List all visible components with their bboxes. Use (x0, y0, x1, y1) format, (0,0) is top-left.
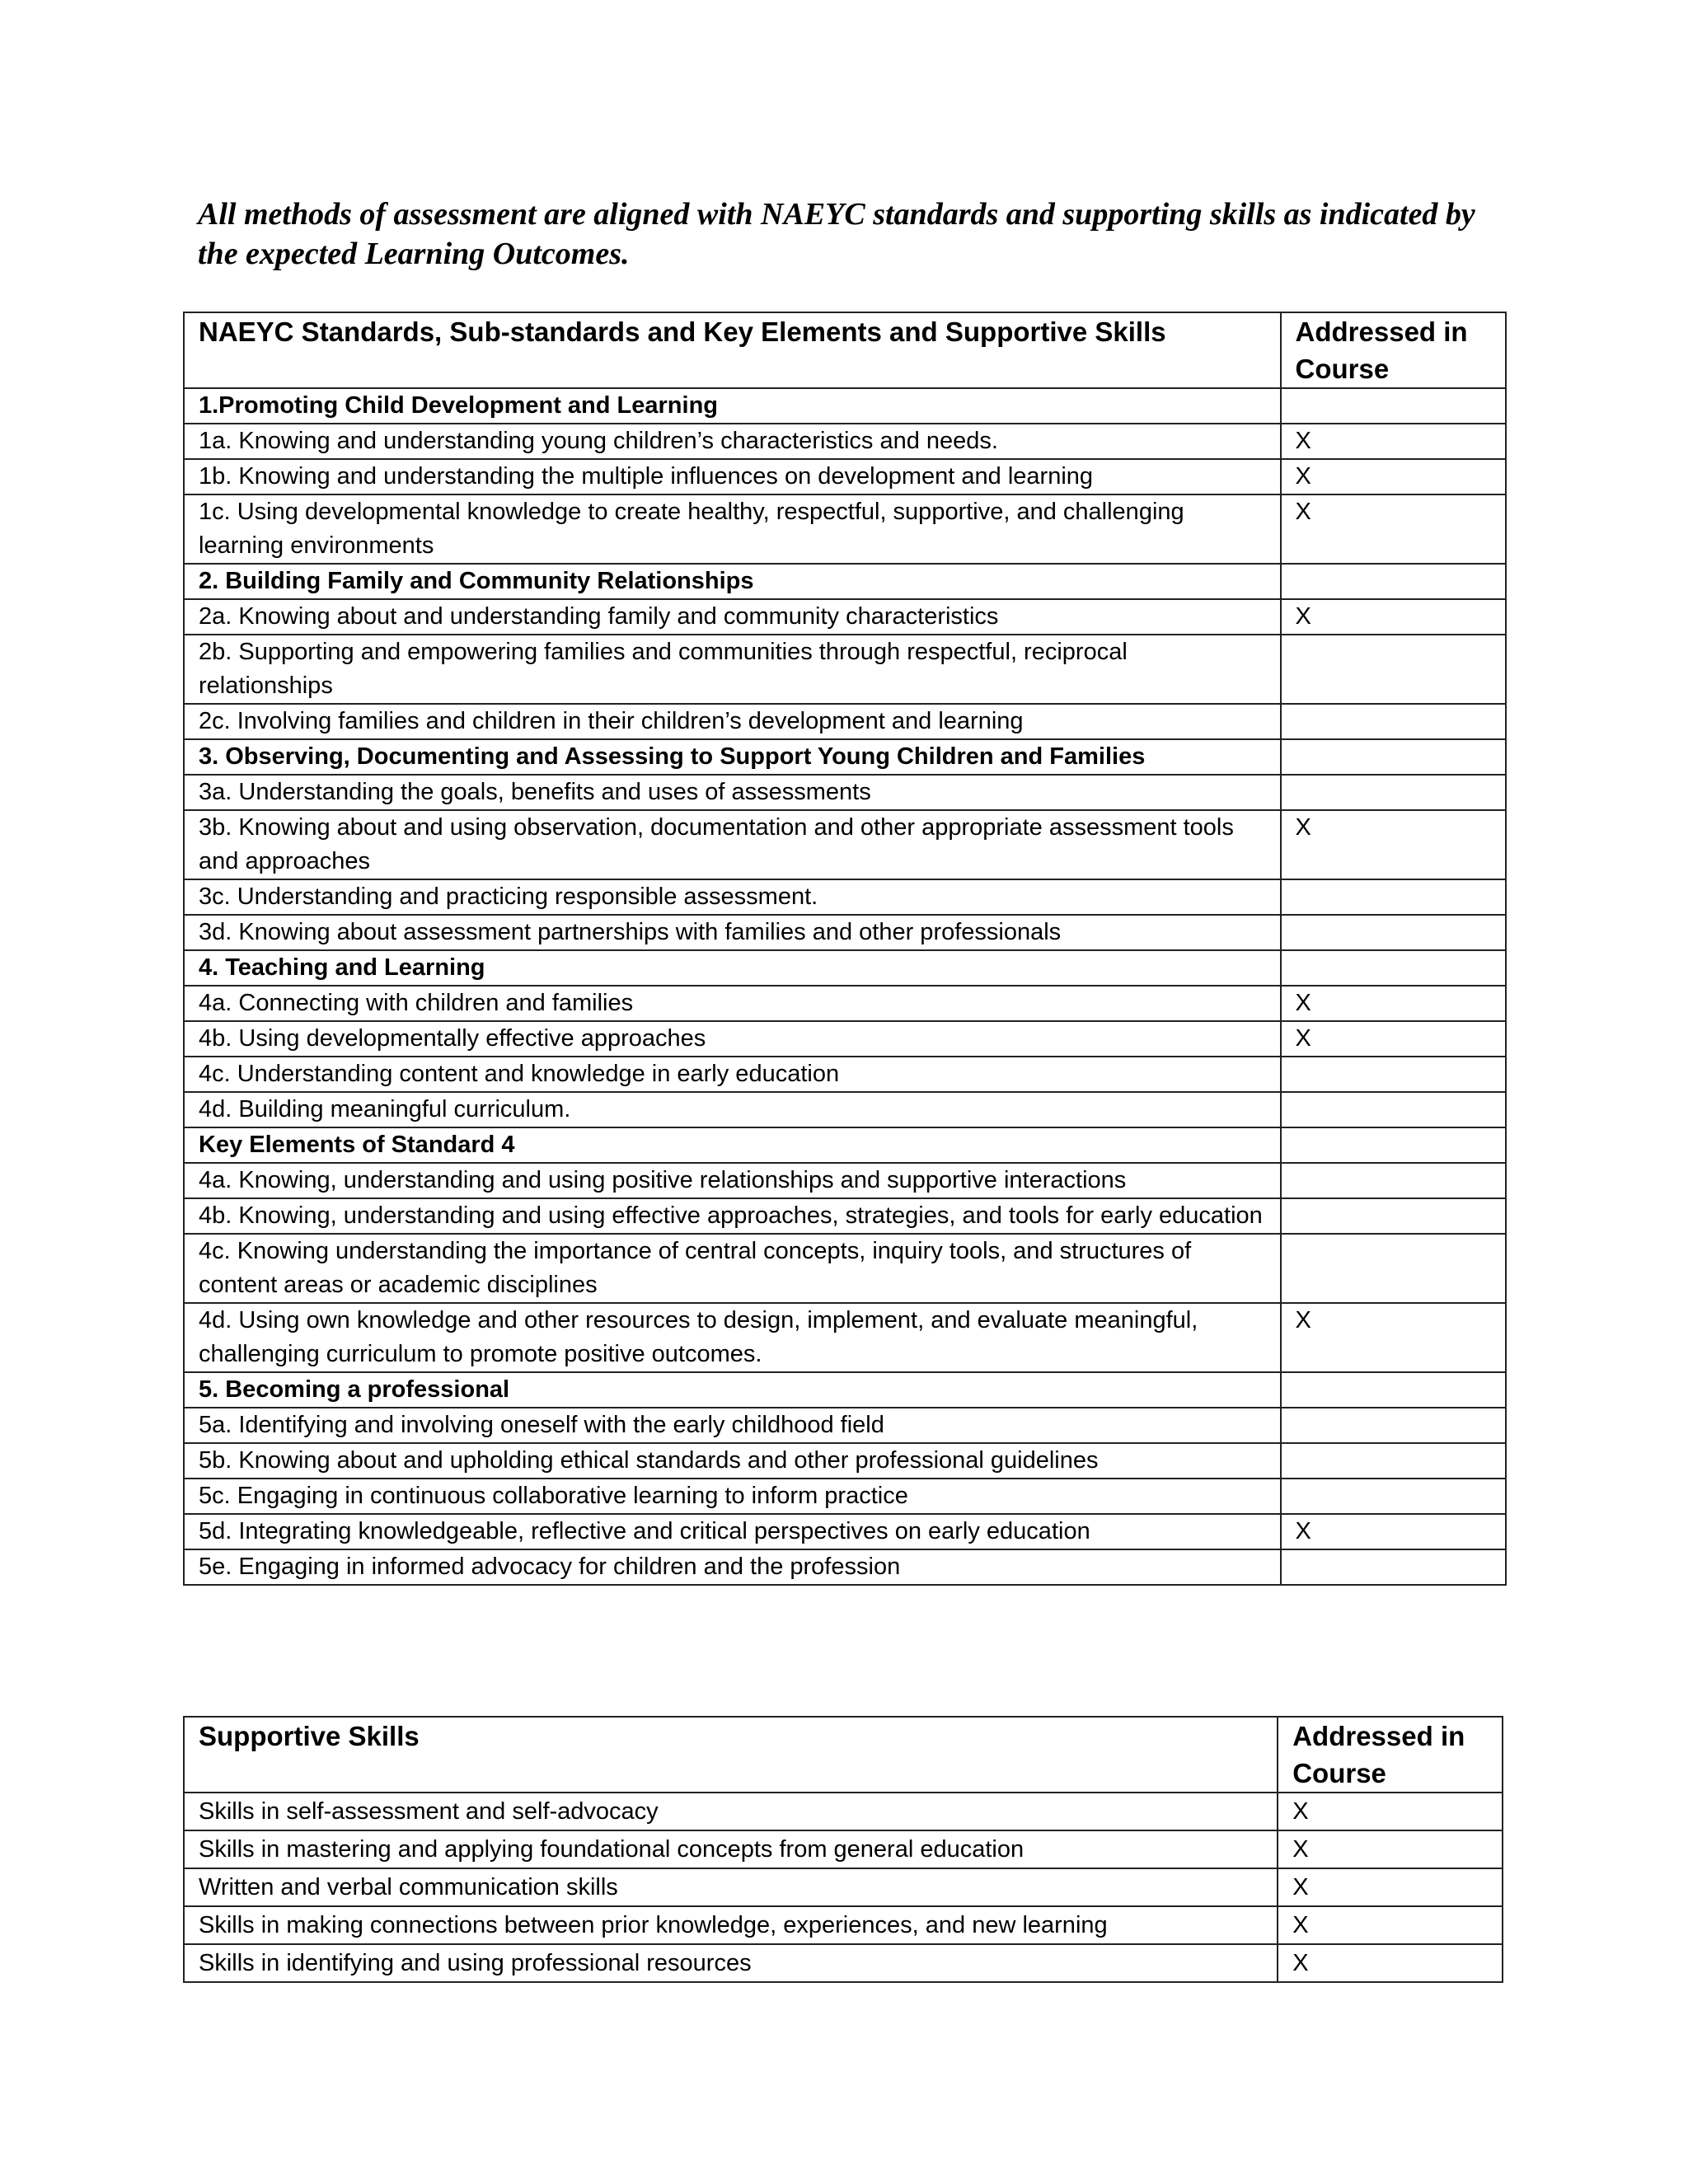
table-row (184, 1793, 1503, 1830)
addressed-mark-cell: X (1281, 599, 1506, 635)
table-row (184, 1868, 1503, 1906)
addressed-mark-cell (1281, 1549, 1506, 1585)
standard-heading-cell: Key Elements of Standard 4 (184, 1127, 1281, 1163)
table-row (184, 950, 1506, 986)
standard-text-cell: 4b. Using developmentally effective approaches (184, 1021, 1281, 1057)
standard-text-cell: 5c. Engaging in continuous collaborative learning to inform practice (184, 1479, 1281, 1514)
standard-text-cell: 4b. Knowing, understanding and using effective approaches, strategies, and tools for early education (184, 1198, 1281, 1234)
table-row (184, 424, 1506, 459)
addressed-mark-cell (1281, 388, 1506, 424)
standard-text-cell: 4c. Understanding content and knowledge in early education (184, 1057, 1281, 1092)
addressed-mark-cell: X (1278, 1830, 1503, 1868)
table-row (184, 915, 1506, 950)
addressed-mark-cell (1281, 1479, 1506, 1514)
addressed-mark-cell (1281, 950, 1506, 986)
table-row (184, 739, 1506, 775)
table-row (184, 388, 1506, 424)
standard-text-cell: 3d. Knowing about assessment partnerships with families and other professionals (184, 915, 1281, 950)
table-row (184, 1514, 1506, 1549)
standard-text-cell: 4a. Connecting with children and families (184, 986, 1281, 1021)
addressed-mark-cell (1281, 879, 1506, 915)
standard-text-cell: 4c. Knowing understanding the importance of central concepts, inquiry tools, and structures of content areas or academic disciplines (184, 1234, 1281, 1303)
standard-heading-cell: 2. Building Family and Community Relationships (184, 564, 1281, 599)
table-row (184, 1479, 1506, 1514)
table-row (184, 704, 1506, 739)
standard-heading-cell: 4. Teaching and Learning (184, 950, 1281, 986)
addressed-mark-cell (1281, 1057, 1506, 1092)
addressed-mark-cell: X (1281, 459, 1506, 494)
table-row (184, 1906, 1503, 1944)
addressed-mark-cell: X (1278, 1906, 1503, 1944)
standard-text-cell: 5d. Integrating knowledgeable, reflective and critical perspectives on early education (184, 1514, 1281, 1549)
header-supportive-skills: Supportive Skills (184, 1717, 1278, 1793)
table-header-row (184, 1717, 1503, 1793)
table-row (184, 1944, 1503, 1982)
addressed-mark-cell: X (1281, 1514, 1506, 1549)
table-row (184, 1549, 1506, 1585)
table-row (184, 1303, 1506, 1372)
addressed-mark-cell (1281, 775, 1506, 810)
standard-text-cell: 1a. Knowing and understanding young children’s characteristics and needs. (184, 424, 1281, 459)
table-row (184, 1443, 1506, 1479)
addressed-mark-cell: X (1278, 1944, 1503, 1982)
naeyc-standards-table (183, 312, 1507, 1586)
addressed-mark-cell (1281, 739, 1506, 775)
table-header-row (184, 312, 1506, 388)
standard-heading-cell: 3. Observing, Documenting and Assessing to Support Young Children and Families (184, 739, 1281, 775)
table-row (184, 459, 1506, 494)
standard-text-cell: 1b. Knowing and understanding the multiple influences on development and learning (184, 459, 1281, 494)
addressed-mark-cell (1281, 564, 1506, 599)
addressed-mark-cell (1281, 1163, 1506, 1198)
standard-text-cell: 2a. Knowing about and understanding family and community characteristics (184, 599, 1281, 635)
addressed-mark-cell (1281, 704, 1506, 739)
table-row (184, 1198, 1506, 1234)
table-row (184, 986, 1506, 1021)
addressed-mark-cell (1281, 1092, 1506, 1127)
addressed-mark-cell (1281, 1234, 1506, 1303)
standard-text-cell: 5b. Knowing about and upholding ethical standards and other professional guidelines (184, 1443, 1281, 1479)
table-row (184, 879, 1506, 915)
standard-heading-cell: 1.Promoting Child Development and Learning (184, 388, 1281, 424)
standard-text-cell: Skills in identifying and using professional resources (184, 1944, 1278, 1982)
addressed-mark-cell: X (1281, 424, 1506, 459)
addressed-mark-cell (1281, 1443, 1506, 1479)
standard-text-cell: 4d. Using own knowledge and other resources to design, implement, and evaluate meaningful, challenging curriculum to promote positive outcomes. (184, 1303, 1281, 1372)
standard-text-cell: 5a. Identifying and involving oneself with the early childhood field (184, 1408, 1281, 1443)
standard-text-cell: 5e. Engaging in informed advocacy for children and the profession (184, 1549, 1281, 1585)
addressed-mark-cell: X (1281, 1303, 1506, 1372)
addressed-mark-cell (1281, 1408, 1506, 1443)
addressed-mark-cell: X (1278, 1793, 1503, 1830)
header-addressed: Addressed in Course (1281, 312, 1506, 388)
standard-text-cell: Skills in self-assessment and self-advocacy (184, 1793, 1278, 1830)
addressed-mark-cell: X (1281, 494, 1506, 564)
addressed-mark-cell (1281, 635, 1506, 704)
intro-heading: All methods of assessment are aligned with NAEYC standards and supporting skills as indicated by the expected Learning Outcomes. (198, 197, 1475, 271)
addressed-mark-cell: X (1281, 1021, 1506, 1057)
table-row (184, 599, 1506, 635)
standard-text-cell: 3c. Understanding and practicing responsible assessment. (184, 879, 1281, 915)
standard-text-cell: 3a. Understanding the goals, benefits and uses of assessments (184, 775, 1281, 810)
addressed-mark-cell (1281, 915, 1506, 950)
standard-text-cell: Skills in mastering and applying foundational concepts from general education (184, 1830, 1278, 1868)
header-addressed: Addressed in Course (1278, 1717, 1503, 1793)
table-row (184, 1092, 1506, 1127)
addressed-mark-cell (1281, 1198, 1506, 1234)
addressed-mark-cell (1281, 1372, 1506, 1408)
table-row (184, 635, 1506, 704)
table-row (184, 775, 1506, 810)
standard-text-cell: Written and verbal communication skills (184, 1868, 1278, 1906)
standard-text-cell: 2c. Involving families and children in their children’s development and learning (184, 704, 1281, 739)
standard-text-cell: Skills in making connections between prior knowledge, experiences, and new learning (184, 1906, 1278, 1944)
table-row (184, 1408, 1506, 1443)
addressed-mark-cell: X (1278, 1868, 1503, 1906)
header-standards: NAEYC Standards, Sub-standards and Key Elements and Supportive Skills (184, 312, 1281, 388)
table-row (184, 1021, 1506, 1057)
supportive-skills-table (183, 1716, 1503, 1983)
table-row (184, 564, 1506, 599)
standard-text-cell: 1c. Using developmental knowledge to create healthy, respectful, supportive, and challenging learning environments (184, 494, 1281, 564)
table-row (184, 1234, 1506, 1303)
table-row (184, 1830, 1503, 1868)
addressed-mark-cell: X (1281, 986, 1506, 1021)
table-row (184, 1127, 1506, 1163)
addressed-mark-cell (1281, 1127, 1506, 1163)
standard-text-cell: 2b. Supporting and empowering families and communities through respectful, reciprocal relationships (184, 635, 1281, 704)
table-row (184, 1163, 1506, 1198)
addressed-mark-cell: X (1281, 810, 1506, 879)
table-row (184, 1372, 1506, 1408)
standard-text-cell: 3b. Knowing about and using observation, documentation and other appropriate assessment tools and approaches (184, 810, 1281, 879)
table-row (184, 1057, 1506, 1092)
table-row (184, 494, 1506, 564)
standard-text-cell: 4d. Building meaningful curriculum. (184, 1092, 1281, 1127)
standard-text-cell: 4a. Knowing, understanding and using positive relationships and supportive interactions (184, 1163, 1281, 1198)
table-row (184, 810, 1506, 879)
standard-heading-cell: 5. Becoming a professional (184, 1372, 1281, 1408)
